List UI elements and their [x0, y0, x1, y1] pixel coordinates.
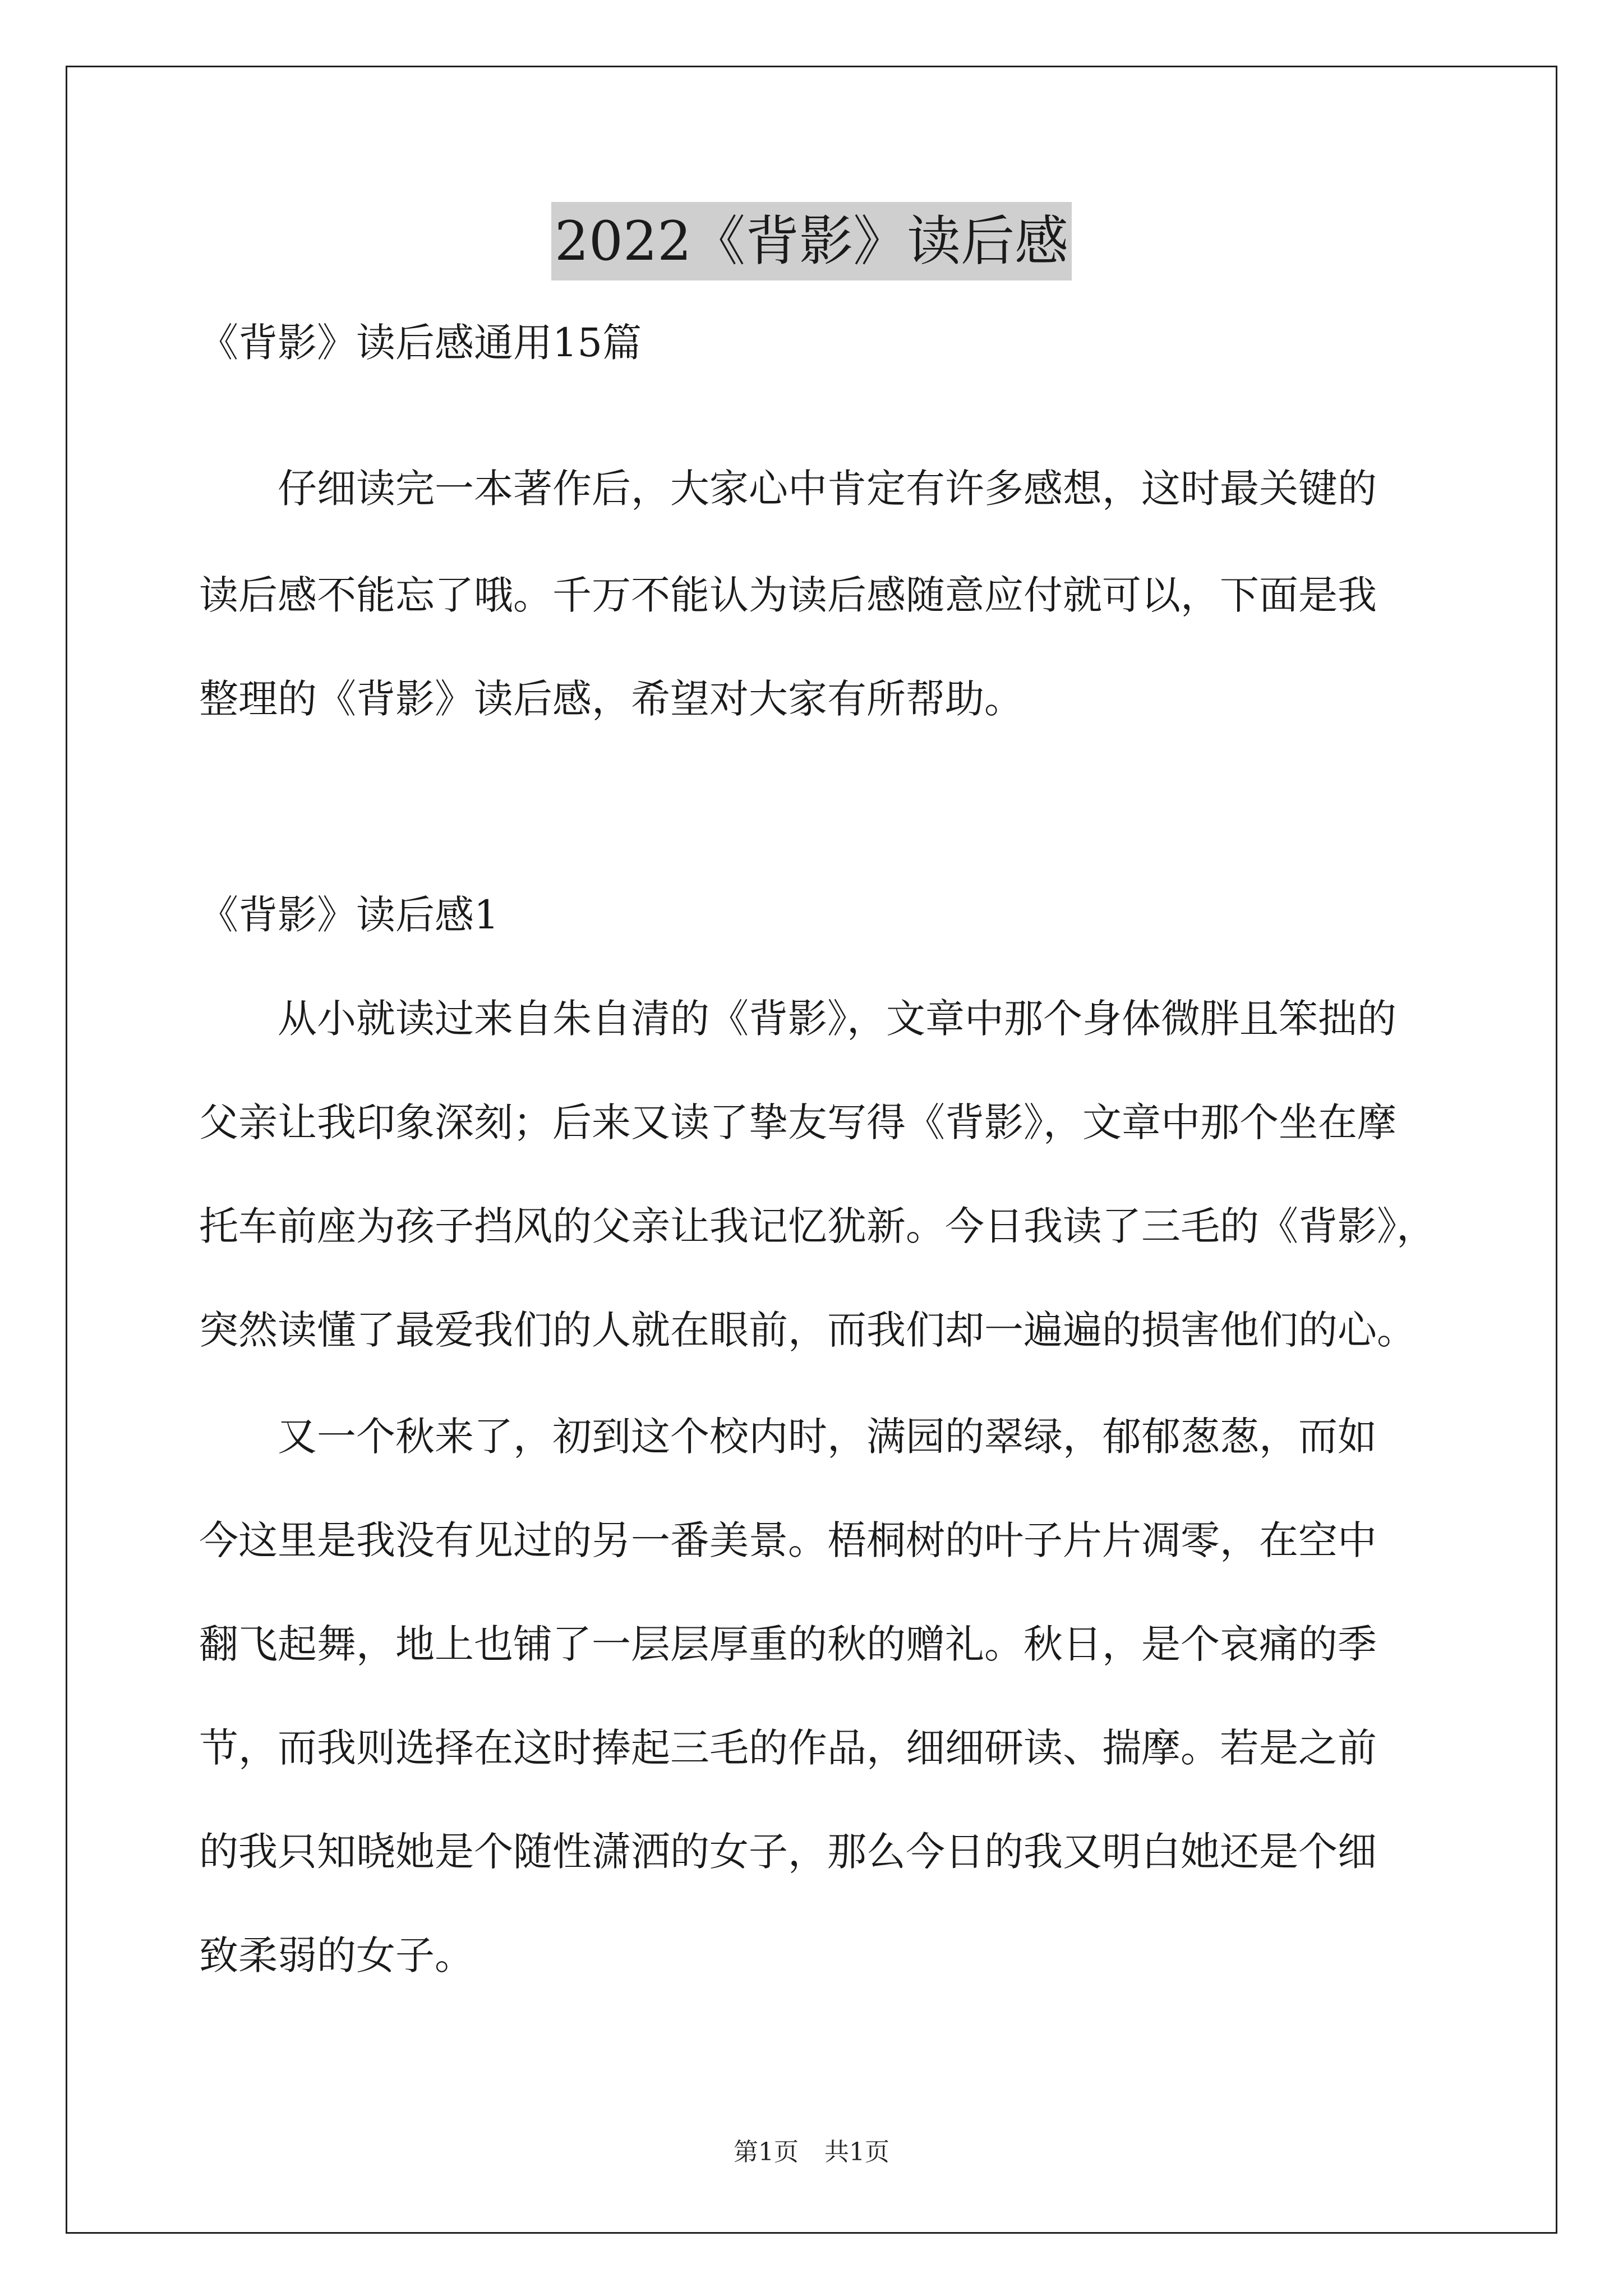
paragraph-line: 的我只知晓她是个随性潇洒的女子，那么今日的我又明白她还是个细	[199, 1829, 1377, 1875]
intro-line: 读后感不能忘了哦。千万不能认为读后感随意应付就可以，下面是我	[199, 572, 1377, 618]
paragraph-line: 致柔弱的女子。	[199, 1932, 474, 1978]
paragraph-line: 父亲让我印象深刻；后来又读了挚友写得《背影》，文章中那个坐在摩	[199, 1099, 1396, 1145]
document-title	[0, 202, 1623, 280]
intro-line: 整理的《背影》读后感，希望对大家有所帮助。	[199, 676, 1023, 722]
paragraph-line: 托车前座为孩子挡风的父亲让我记忆犹新。今日我读了三毛的《背影》，	[199, 1203, 1436, 1249]
paragraph-line: 突然读懂了最爱我们的人就在眼前，而我们却一遍遍的损害他们的心。	[199, 1307, 1416, 1353]
page-border	[66, 66, 1557, 2234]
page-number: 第1页	[734, 2138, 799, 2166]
paragraph-line: 节，而我则选择在这时捧起三毛的作品，细细研读、揣摩。若是之前	[199, 1725, 1377, 1771]
intro-line: 仔细读完一本著作后，大家心中肯定有许多感想，这时最关键的	[278, 466, 1377, 512]
page-total: 共1页	[824, 2138, 889, 2166]
page-footer	[0, 2132, 1623, 2168]
paragraph-line: 翻飞起舞，地上也铺了一层层厚重的秋的赠礼。秋日，是个哀痛的季	[199, 1621, 1377, 1667]
section-heading: 《背影》读后感1	[199, 892, 499, 938]
paragraph-line: 从小就读过来自朱自清的《背影》，文章中那个身体微胖且笨拙的	[278, 996, 1396, 1042]
paragraph-line: 今这里是我没有见过的另一番美景。梧桐树的叶子片片凋零，在空中	[199, 1517, 1377, 1563]
subtitle: 《背影》读后感通用15篇	[199, 320, 642, 366]
document-title-text: 2022《背影》读后感	[551, 202, 1072, 280]
paragraph-line: 又一个秋来了，初到这个校内时，满园的翠绿，郁郁葱葱，而如	[278, 1414, 1377, 1460]
